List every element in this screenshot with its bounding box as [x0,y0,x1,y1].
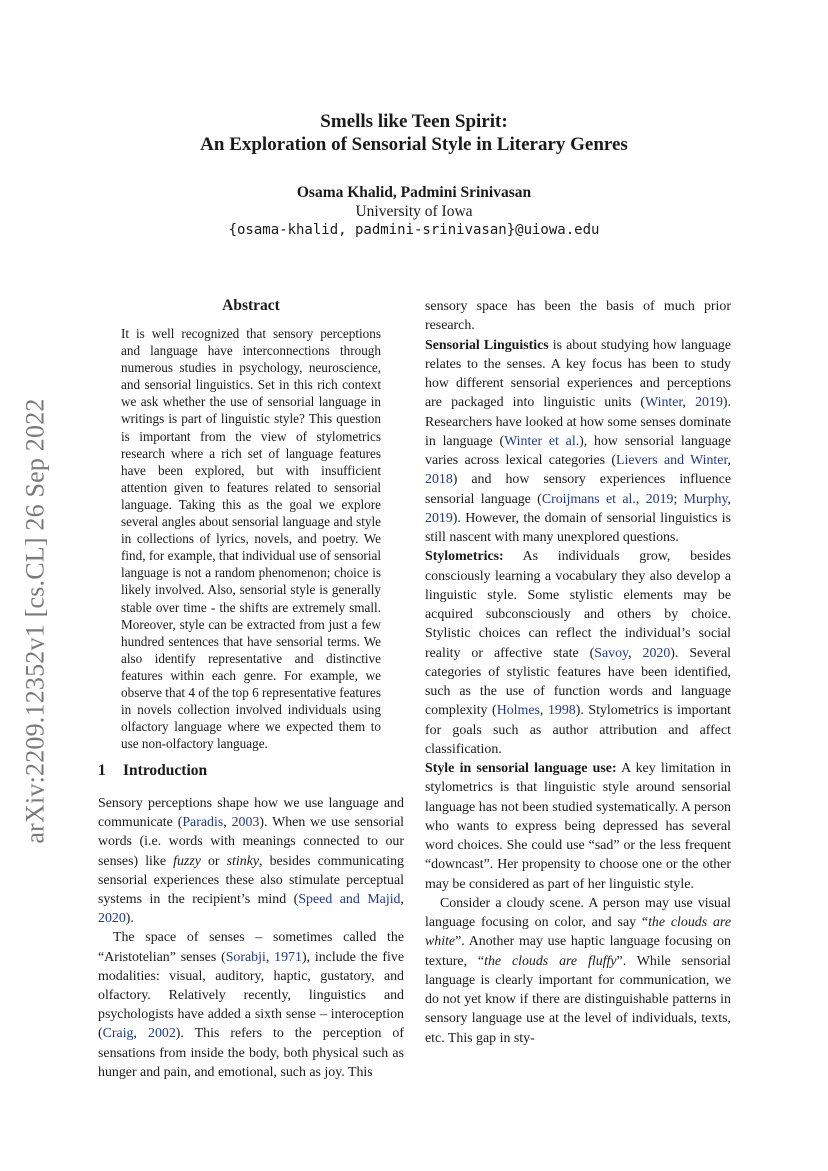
citation-year-link[interactable]: 2002 [148,1026,176,1042]
citation-link[interactable]: Winter [645,395,683,411]
citation-link[interactable]: Paradis [182,815,224,831]
run-in-heading: Style in sensorial language use: [425,761,617,776]
intro-paragraph-2: The space of senses – sometimes called the “Aristotelian” senses (Sorabji, 1971), include the five modalities: visual, auditory, haptic, gustatory, and olfactory. Relatively recently, linguistics and psychologists have added a sixth sense – interoception (Craig, 2002). This refers to the perception of sensations from inside the body, both physical such as hunger and pain, and emotional, such as joy. This [98,930,404,1080]
citation-year-link[interactable]: 1998 [547,703,576,719]
paper-title [98,110,730,156]
intro-paragraph-1: Sensory perceptions shape how we use language and communicate (Paradis, 2003). When we use sensorial words (i.e. words with meanings connected to our senses) like fuzzy or stinky, besides communicating sensorial experiences these also stimulate perceptual systems in the recipient’s mind (Speed and Majid, 2020). [98,796,404,927]
author-emails: {osama-khalid, padmini-srinivasan}@uiowa.edu [228,222,600,238]
arxiv-identifier-stamp [22,368,50,874]
citation-year-link[interactable]: 2019 [425,510,453,526]
citation-link[interactable]: Croijmans et al. [541,491,636,507]
title-line-1: Smells like Teen Spirit: [320,111,508,132]
citation-year-link[interactable]: 2018 [425,472,453,488]
stylometrics-paragraph: Stylometrics: As individuals grow, besides consciously learning a vocabulary they also develop a linguistic style. Some stylistic elements may be acquired subconsciously and others by choice. Stylistic choices can reflect the individual’s social reality or affective state (Savoy, 2020). Several categories of stylistic features have been identified, such as the use of function words and language complexity (Holmes, 1998). Stylometrics is important for goals such as author attribution and affect classification. [425,549,732,757]
sensorial-linguistics-paragraph: Sensorial Linguistics is about studying how language relates to the senses. A key focus has been to study how different sensorial experiences and perceptions are packaged into linguistic units (Winter, 2019). Researchers have looked at how some senses dominate in language (Winter et al.), how sensorial language varies across lexical categories (Lievers and Winter, 2018) and how sensory experiences influence sensorial language (Croijmans et al., 2019; Murphy, 2019). However, the domain of sensorial linguistics is still nascent with many unexplored questions. [425,337,732,545]
citation-link[interactable]: Lievers and Winter [616,453,728,468]
abstract-body: It is well recognized that sensory perceptions and language have interconnections through numerous studies in psychology, neuroscience, and sensorial linguistics. Set in this rich context we ask whether the use of sensorial language in writings is part of linguistic style? This question is important from the view of stylometrics research where a rich set of language features have been explored, but with insufficient attention given to features related to sensorial language. Taking this as the goal we explore several angles about sensorial language and style in collections of lyrics, novels, and poetry. We find, for example, that individual use of sensorial language is not a random phenomenon; choice is likely involved. Also, sensorial style is generally stable over time - the shifts are extremely small. Moreover, style can be extracted from just a few hundred sentences that have sensorial terms. We also identify representative and distinctive features within each genre. For example, we observe that 4 of the top 6 representative features in novels collection involved individuals using olfactory language where we expected them to use non-olfactory language. [121,326,381,752]
left-column-body [98,794,404,1082]
citation-link[interactable]: Craig [102,1026,134,1042]
citation-link[interactable]: Sorabji [225,949,266,965]
citation-year-link[interactable]: 2020 [98,911,126,927]
section-title: Introduction [123,762,208,779]
citation-year-link[interactable]: 2003 [231,815,260,831]
run-in-heading: Sensorial Linguistics [425,337,549,353]
citation-link[interactable]: Holmes [496,703,540,719]
affiliation: University of Iowa [355,203,473,220]
right-column-body [425,297,731,1048]
arxiv-identifier: arXiv:2209.12352v1 [cs.CL] 26 Sep 2022 [21,398,51,844]
citation-link[interactable]: Winter et al. [504,433,580,449]
citation-year-link[interactable]: 2020 [642,645,671,661]
continued-paragraph: sensory space has been the basis of much prior research. [425,299,731,334]
citation-link[interactable]: Speed and Majid [298,892,401,908]
citation-year-link[interactable]: 1971 [274,949,302,965]
citation-year-link[interactable]: 2019 [695,395,723,411]
style-sensorial-paragraph: Style in sensorial language use: A key limitation in stylometrics is that linguistic style around sensorial language has not been studied systematically. A person who wants to express being depressed has several word choices. She could use “sad” or the less frequent “downcast”. Her propensity to choose one or the other may be considered as part of her linguistic style. [425,761,731,892]
title-line-2: An Exploration of Sensorial Style in Literary Genres [200,134,628,155]
citation-link[interactable]: Savoy [594,645,629,661]
authors: Osama Khalid, Padmini Srinivasan [296,184,532,201]
citation-year-link[interactable]: 2019 [645,491,674,507]
run-in-heading: Stylometrics: [425,549,504,565]
cloudy-scene-paragraph: Consider a cloudy scene. A person may use visual language focusing on color, and say “the clouds are white”. Another may use haptic language focusing on texture, “the clouds are fluffy”. While sensorial language is clearly important for communication, we do not yet know if there are distinguishable patterns in sensory language use at the level of individuals, texts, etc. This gap in sty- [425,895,731,1046]
citation-link[interactable]: Murphy [683,491,728,507]
section-heading-introduction [98,762,404,780]
abstract-heading: Abstract [222,297,280,314]
section-number: 1 [98,762,106,779]
